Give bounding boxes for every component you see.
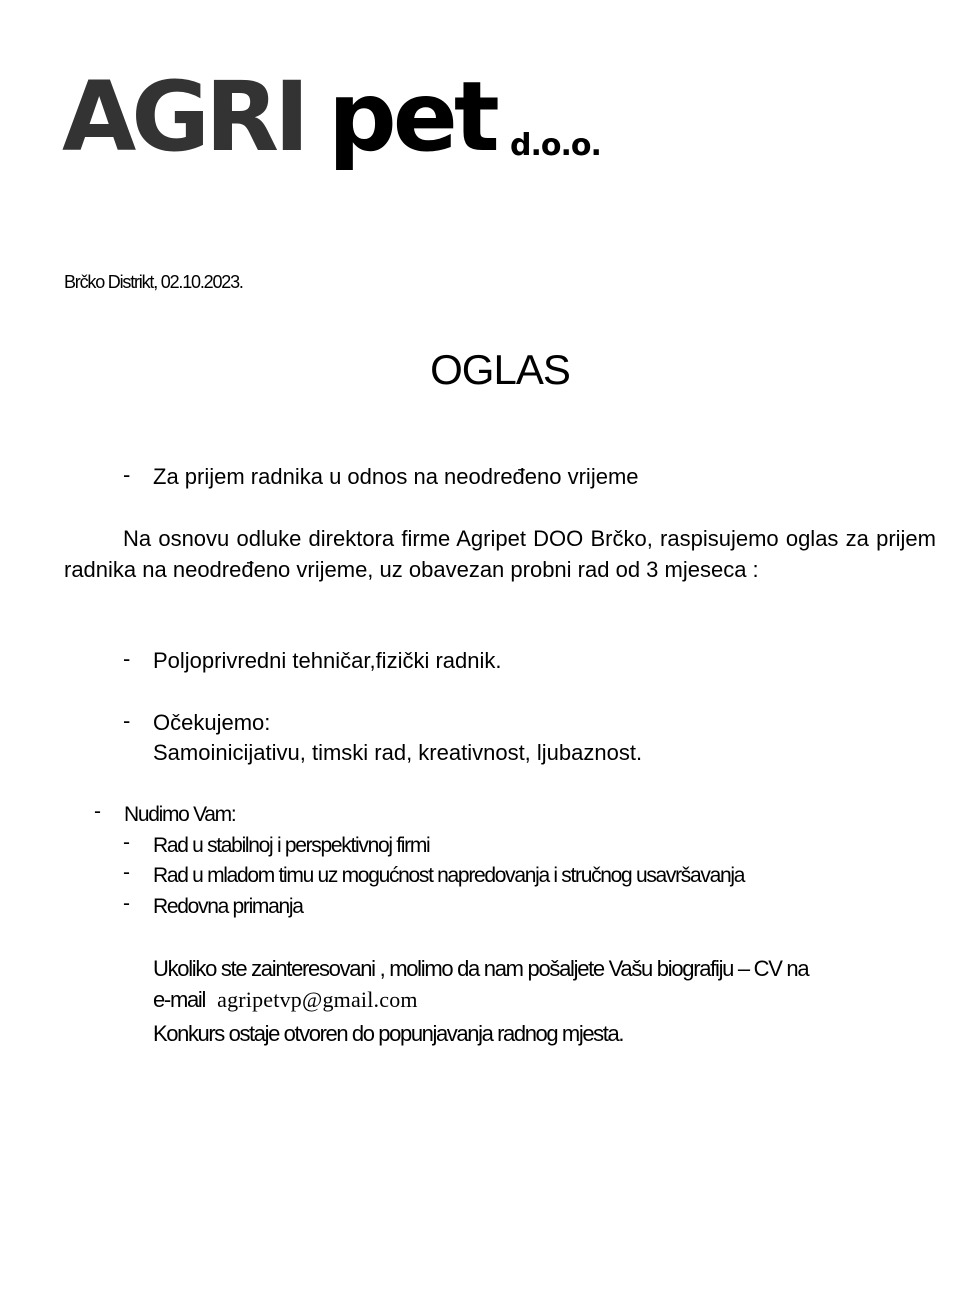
document-title: OGLAS <box>430 346 570 393</box>
bullet-dash: - <box>123 646 131 671</box>
logo-legal-suffix: d.o.o. <box>510 128 601 163</box>
intro-text: Na osnovu odluke direktora firme Agripet DOO Brčko, raspisujemo oglas za prijem radnika na neodređeno vrijeme, uz obavezan probni rad od 3 mjeseca : <box>64 526 936 582</box>
offer-item: Rad u mladom timu uz mogućnost napredovanja i stručnog usavršavanja <box>153 864 745 887</box>
subject-line: Za prijem radnika u odnos na neodređeno vrijeme <box>153 464 639 489</box>
intro-paragraph <box>64 523 936 585</box>
closing-note: Konkurs ostaje otvoren do popunjavanja radnog mjesta. <box>153 1021 624 1046</box>
closing-instruction: Ukoliko ste zainteresovani , molimo da nam pošaljete Vašu biografiju – CV na <box>153 956 809 981</box>
email-label: e-mail <box>153 987 206 1012</box>
expectations-text: Samoinicijativu, timski rad, kreativnost, ljubaznost. <box>153 740 643 765</box>
logo-pet-text: pet <box>328 61 496 173</box>
bullet-dash: - <box>123 861 130 884</box>
bullet-dash: - <box>123 708 131 733</box>
email-address[interactable]: agripetvp@gmail.com <box>217 987 418 1012</box>
bullet-dash: - <box>123 892 130 915</box>
logo-agri-text: AGRI <box>62 61 305 173</box>
job-position: Poljoprivredni tehničar,fizički radnik. <box>153 648 502 673</box>
bullet-dash: - <box>123 831 130 854</box>
email-line <box>153 985 418 1018</box>
place-and-date: Brčko Distrikt, 02.10.2023. <box>64 272 243 292</box>
offer-item: Redovna primanja <box>153 895 303 918</box>
bullet-dash: - <box>94 800 101 823</box>
offer-label: Nudimo Vam: <box>124 803 236 826</box>
bullet-dash: - <box>123 462 131 487</box>
offer-item: Rad u stabilnoj i perspektivnoj firmi <box>153 834 430 857</box>
expectations-label: Očekujemo: <box>153 710 271 735</box>
